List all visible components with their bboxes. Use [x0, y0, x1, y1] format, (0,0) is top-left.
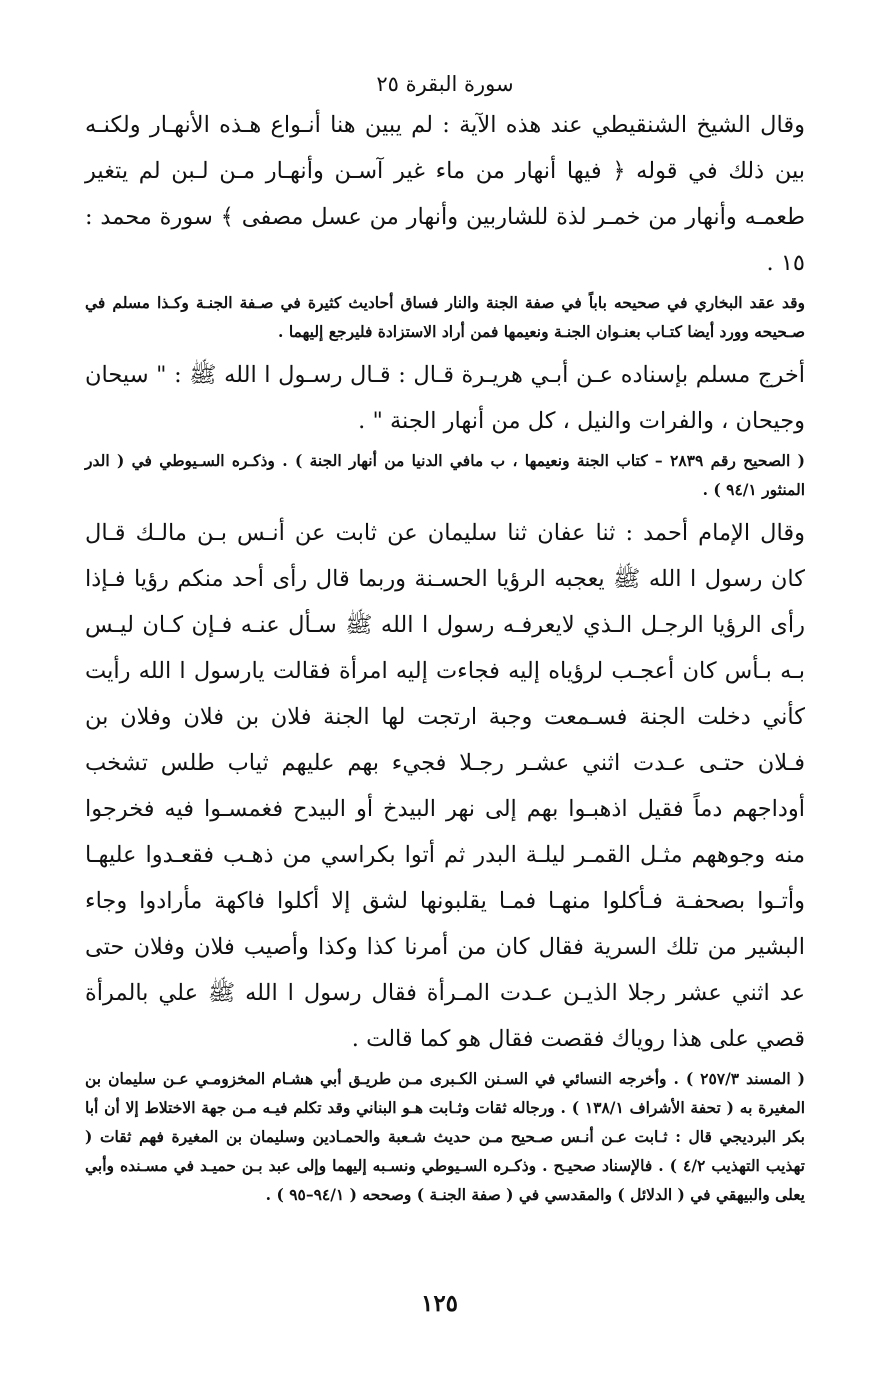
paragraph-shanqiti: وقال الشيخ الشنقيطي عند هذه الآية : لم يبين هنا أنـواع هـذه الأنهـار ولكنـه بين ذلك في قوله ﴿ فيها أنهار من ماء غير آسـن وأنهـار مـن لـبن لم يتغير طعمـه وأنهار من خمـر لذة للشاربين وأنهار من عسل مصفى ﴾ سورة محمد : ١٥ .	[85, 112, 805, 276]
running-header: سورة البقرة ٢٥	[376, 72, 514, 96]
footnote-sahih-reference: ( الصحيح رقم ٢٨٣٩ – كتاب الجنة ونعيمها ، ب مافي الدنيا من أنهار الجنة ) . وذكـره السـيوطي في ( الدر المنثور ٩٤/١ ) .	[85, 451, 805, 499]
page-number: ١٢٥	[420, 1290, 459, 1317]
footnote-musnad-reference: ( المسند ٢٥٧/٣ ) . وأخرجه النسائي في السـنن الكـبرى مـن طريـق أبي هشـام المخزومـي عـن سليمان بن المغيرة به ( تحفة الأشراف ١٣٨/١ ) . ورجاله ثقات وثـابت هـو البناني وقد تكلم فيـه مـن جهة الاختلاط إلا أن أبا بكر البرديجي قال : ثـابت عـن أنـس صـحيح مـن حديث شـعبة والحمـادين وسليمان بن المغيرة فهم ثقات ( تهذيب التهذيب ٤/٢ ) . فالإسناد صحيـح . وذكـره السـيوطي ونسـبه إليهما وإلى عبد بـن حميـد في مسـنده وأبي يعلى والبيهقي في ( الدلائل ) والمقدسي في ( صفة الجنـة ) وصححه ( ٩٤/١–٩٥ ) .	[85, 1069, 806, 1204]
footnote-bukhari: وقد عقد البخاري في صحيحه باباً في صفة الجنة والنار فساق أحاديث كثيرة في صـفة الجنـة وكـذا مسلم في صـحيحه وورد أيضا كتـاب بعنـوان الجنـة ونعيمها فمن أراد الاستزادة فليرجع إليهما .	[85, 293, 805, 341]
paragraph-muslim-hadith: أخرج مسلم بإسناده عـن أبـي هريـرة قـال : قـال رسـول ا الله ﷺ : " سيحان وجيحان ، والفرات والنيل ، كل من أنهار الجنة " .	[85, 362, 805, 434]
paragraph-ahmad-hadith: وقال الإمام أحمد : ثنا عفان ثنا سليمان عن ثابت عن أنـس بـن مالـك قـال كان رسول ا الله ﷺ يعجبه الرؤيا الحسـنة وربما قال رأى أحد منكم رؤيا فـإذا رأى الرؤيا الرجـل الـذي لايعرفـه رسول ا الله ﷺ سـأل عنـه فـإن كـان ليـس بـه بـأس كان أعجـب لرؤياه إليه فجاءت إليه امرأة فقالت يارسول ا الله رأيت كأني دخلت الجنة فسـمعت وجبة ارتجت لها الجنة فلان بن فلان وفلان بن فـلان حتـى عـدت اثني عشـر رجـلا فجيء بهم عليهم ثياب طلس تشخب أوداجهم دماً فقيل اذهبـوا بهم إلى نهر البيدخ أو البيدح فغمسـوا فيه فخرجوا منه وجوههم مثـل القمـر ليلـة البدر ثم أتوا بكراسي من ذهـب فقعـدوا عليهـا وأتـوا بصحفـة فـأكلوا منهـا فمـا يقلبونها لشق إلا أكلوا فاكهة مأرادوا وجاء البشير من تلك السرية فقال كان من أمرنا كذا وكذا وأصيب فلان وفلان حتى عد اثني عشر رجلا الذيـن عـدت المـرأة فقال رسول ا الله ﷺ علي بالمرأة قصي على هذا روياك فقصت فقال هو كما قالت .	[85, 520, 805, 1052]
page-body	[85, 70, 805, 1215]
